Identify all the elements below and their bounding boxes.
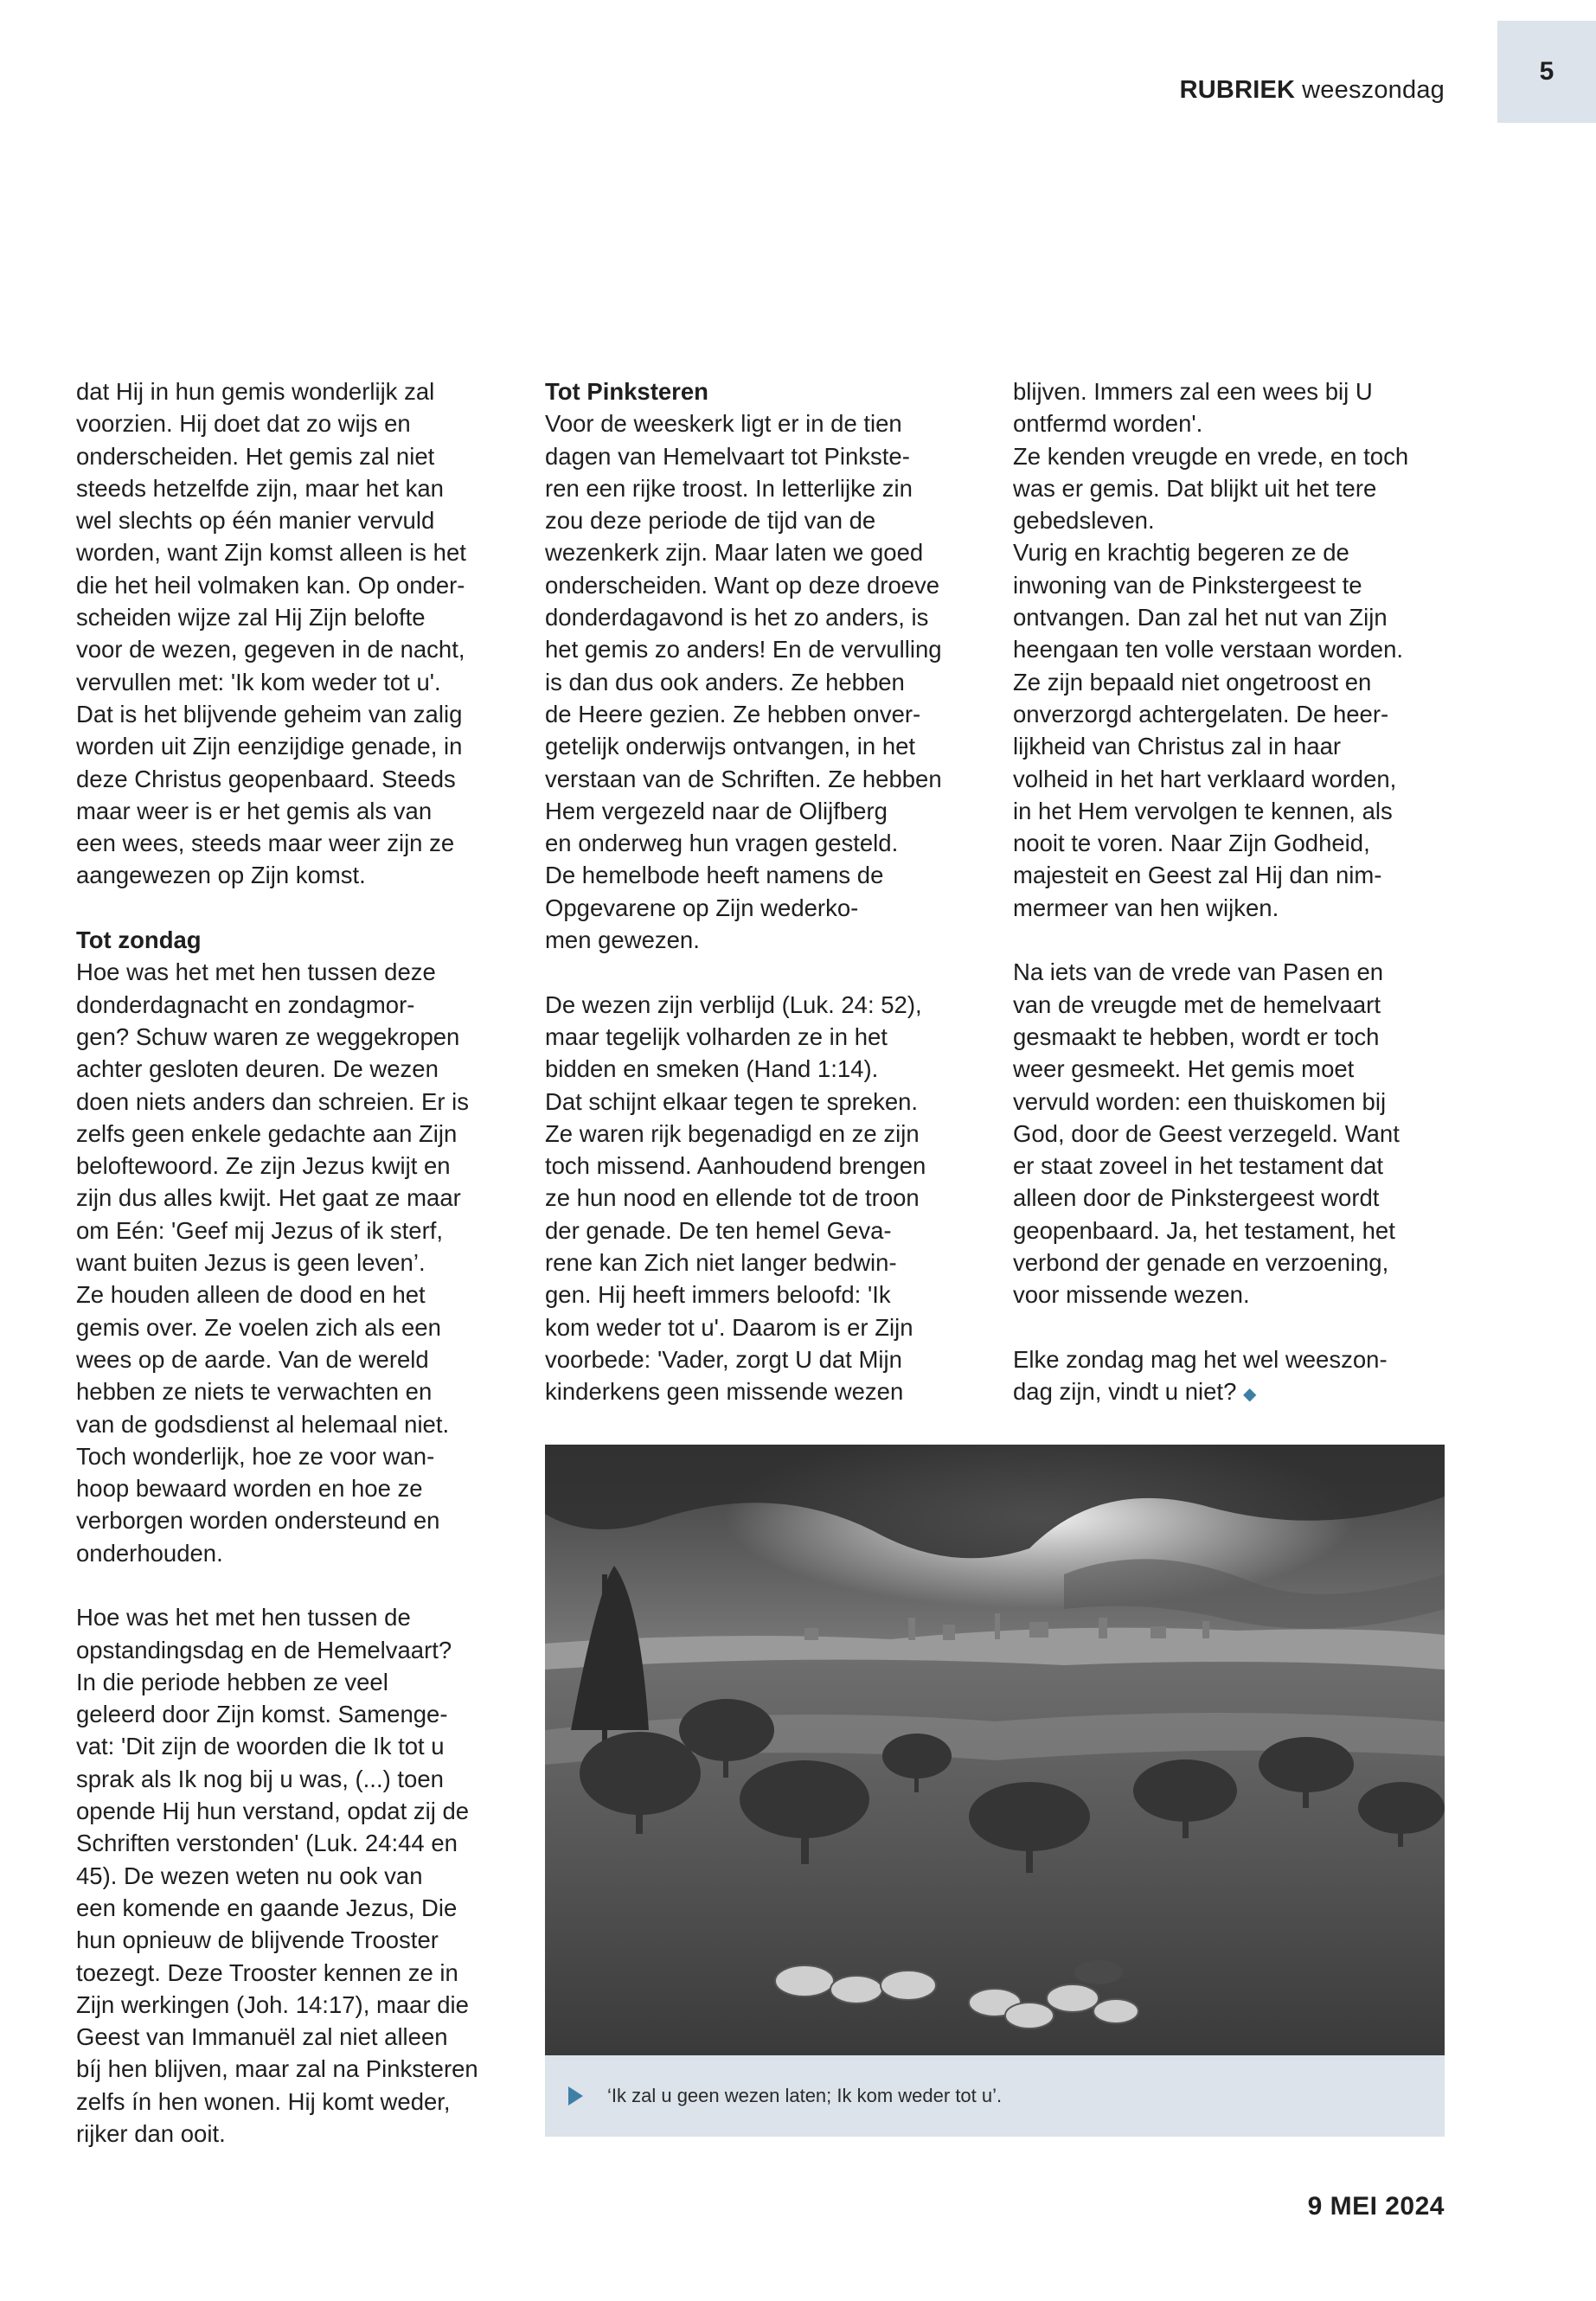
paragraph <box>76 956 522 1569</box>
text-line: die het heil volmaken kan. Op onder- <box>76 571 465 599</box>
text-line: 45). De wezen weten nu ook van <box>76 1862 423 1889</box>
text-line: lijkheid van Christus zal in haar <box>1013 733 1342 760</box>
text-line: deze Christus geopenbaard. Steeds <box>76 765 456 792</box>
paragraph <box>545 989 999 1408</box>
text-line: onderscheiden. Want op deze droeve <box>545 571 940 599</box>
article-photo <box>545 1445 1445 2055</box>
text-line: zelfs ín hen wonen. Hij komt weder, <box>76 2087 451 2115</box>
text-line: blijven. Immers zal een wees bij U <box>1013 378 1373 405</box>
text-line: steeds hetzelfde zijn, maar het kan <box>76 474 444 502</box>
text-line: Hoe was het met hen tussen deze <box>76 958 436 986</box>
text-line: maar tegelijk volharden ze in het <box>545 1022 888 1050</box>
text-line: van de godsdienst al helemaal niet. <box>76 1410 450 1438</box>
text-line: mermeer van hen wijken. <box>1013 894 1279 921</box>
text-line: een wees, steeds maar weer zijn ze <box>76 830 455 857</box>
text-line: donderdagnacht en zondagmor- <box>76 990 415 1018</box>
play-arrow-icon <box>568 2086 583 2106</box>
text-line: de Heere gezien. Ze hebben onver- <box>545 700 921 727</box>
issue-date: 9 MEI 2024 <box>1307 2192 1445 2221</box>
end-diamond-icon: ◆ <box>1243 1385 1257 1405</box>
page-number: 5 <box>1539 57 1554 86</box>
text-line: Toch wonderlijk, hoe ze voor wan- <box>76 1442 435 1470</box>
text-line: opende Hij hun verstand, opdat zij de <box>76 1798 470 1825</box>
text-line: Voor de weeskerk ligt er in de tien <box>545 410 902 438</box>
text-line: ontfermd worden'. <box>1013 410 1203 438</box>
text-line: geopenbaard. Ja, het testament, het <box>1013 1216 1395 1244</box>
text-line: rene kan Zich niet langer bedwin- <box>545 1249 897 1277</box>
text-line: geleerd door Zijn komst. Samenge- <box>76 1701 448 1728</box>
text-line: verbond der genade en verzoening, <box>1013 1249 1389 1277</box>
text-line: gen? Schuw waren ze weggekropen <box>76 1022 460 1050</box>
text-line: inwoning van de Pinkstergeest te <box>1013 571 1362 599</box>
text-line: gesmaakt te hebben, wordt er toch <box>1013 1022 1380 1050</box>
text-line: Opgevarene op Zijn wederko- <box>545 894 859 921</box>
text-line: wezenkerk zijn. Maar laten we goed <box>545 539 924 567</box>
text-line: bidden en smeken (Hand 1:14). <box>545 1055 879 1083</box>
text-line: majesteit en Geest zal Hij dan nim- <box>1013 862 1382 889</box>
paragraph-closing <box>1013 1343 1445 1412</box>
text-line: bíj hen blijven, maar zal na Pinksteren <box>76 2055 478 2083</box>
text-column-1 <box>76 375 522 2150</box>
paragraph <box>1013 956 1445 1311</box>
text-line: doen niets anders dan schreien. Er is <box>76 1087 470 1115</box>
text-line: hoop bewaard worden en hoe ze <box>76 1475 423 1503</box>
text-line: is dan dus ook anders. Ze hebben <box>545 668 905 695</box>
text-line: donderdagavond is het zo anders, is <box>545 604 929 631</box>
text-line: voor missende wezen. <box>1013 1281 1250 1309</box>
text-line: aangewezen op Zijn komst. <box>76 862 366 889</box>
text-line: Ze waren rijk begenadigd en ze zijn <box>545 1119 920 1147</box>
text-line: sprak als Ik nog bij u was, (...) toen <box>76 1765 444 1792</box>
paragraph <box>545 407 999 956</box>
text-line <box>1013 1375 1445 1411</box>
text-line: worden uit Zijn eenzijdige genade, in <box>76 733 463 760</box>
text-line: in het Hem vervolgen te kennen, als <box>1013 797 1393 824</box>
subheading-tot-zondag: Tot zondag <box>76 926 202 954</box>
text-line: rijker dan ooit. <box>76 2120 226 2148</box>
text-line: alleen door de Pinkstergeest wordt <box>1013 1184 1380 1212</box>
last-line-text: dag zijn, vindt u niet? <box>1013 1378 1237 1406</box>
text-line: nooit te voren. Naar Zijn Godheid, <box>1013 830 1370 857</box>
text-line: voorzien. Hij doet dat zo wijs en <box>76 410 411 438</box>
text-line: wel slechts op één manier vervuld <box>76 507 435 535</box>
paragraph <box>76 375 522 892</box>
text-line: maar weer is er het gemis als van <box>76 797 433 824</box>
text-line: der genade. De ten hemel Geva- <box>545 1216 892 1244</box>
text-line: om Eén: 'Geef mij Jezus of ik sterf, <box>76 1216 444 1244</box>
text-column-3 <box>1013 375 1445 1412</box>
text-line: zou deze periode de tijd van de <box>545 507 876 535</box>
text-line: zelfs geen enkele gedachte aan Zijn <box>76 1119 458 1147</box>
text-line: onderhouden. <box>76 1539 223 1567</box>
text-line: God, door de Geest verzegeld. Want <box>1013 1119 1400 1147</box>
text-line: achter gesloten deuren. De wezen <box>76 1055 439 1083</box>
text-line: Geest van Immanuël zal niet alleen <box>76 2023 448 2051</box>
text-line: voorbede: 'Vader, zorgt U dat Mijn <box>545 1345 902 1373</box>
text-line: Vurig en krachtig begeren ze de <box>1013 539 1349 567</box>
text-line: ren een rijke troost. In letterlijke zin <box>545 474 913 502</box>
rubriek-label: RUBRIEK <box>1179 76 1296 104</box>
text-line: Ze houden alleen de dood en het <box>76 1281 426 1309</box>
text-line: Ze kenden vreugde en vrede, en toch <box>1013 442 1409 470</box>
text-line: voor de wezen, gegeven in de nacht, <box>76 636 465 663</box>
text-line: De wezen zijn verblijd (Luk. 24: 52), <box>545 990 922 1018</box>
text-line: Hem vergezeld naar de Olijfberg <box>545 797 888 824</box>
jerusalem-olive-grove-image <box>545 1445 1445 2055</box>
photo-caption: ‘Ik zal u geen wezen laten; Ik kom weder tot u’. <box>607 2085 1003 2106</box>
text-column-2 <box>545 375 999 1408</box>
text-line: Schriften verstonden' (Luk. 24:44 en <box>76 1830 458 1857</box>
text-line: het gemis zo anders! En de vervulling <box>545 636 942 663</box>
text-line: kom weder tot u'. Daarom is er Zijn <box>545 1313 913 1341</box>
text-line: onverzorgd achtergelaten. De heer- <box>1013 700 1389 727</box>
page-number-tab <box>1497 21 1596 123</box>
text-line: Elke zondag mag het wel weeszon- <box>1013 1345 1388 1373</box>
text-line: gen. Hij heeft immers beloofd: 'Ik <box>545 1281 891 1309</box>
text-line: worden, want Zijn komst alleen is het <box>76 539 466 567</box>
text-line: was er gemis. Dat blijkt uit het tere <box>1013 474 1377 502</box>
text-line: toezegt. Deze Trooster kennen ze in <box>76 1958 458 1986</box>
text-line: gemis over. Ze voelen zich als een <box>76 1313 441 1341</box>
text-line: zijn dus alles kwijt. Het gaat ze maar <box>76 1184 461 1212</box>
text-line: men gewezen. <box>545 926 700 954</box>
text-line: Dat is het blijvende geheim van zalig <box>76 700 463 727</box>
text-line: scheiden wijze zal Hij Zijn belofte <box>76 604 426 631</box>
text-line: volheid in het hart verklaard worden, <box>1013 765 1397 792</box>
text-line: dagen van Hemelvaart tot Pinkste- <box>545 442 910 470</box>
text-line: Na iets van de vrede van Pasen en <box>1013 958 1384 986</box>
photo-caption-bar <box>545 2055 1445 2137</box>
section-header <box>1180 76 1445 105</box>
text-line: want buiten Jezus is geen leven’. <box>76 1249 426 1277</box>
text-line: van de vreugde met de hemelvaart <box>1013 990 1381 1018</box>
subheading-tot-pinksteren: Tot Pinksteren <box>545 378 708 405</box>
text-line: De hemelbode heeft namens de <box>545 862 884 889</box>
paragraph <box>1013 375 1445 924</box>
text-line: heengaan ten volle verstaan worden. <box>1013 636 1404 663</box>
text-line: Zijn werkingen (Joh. 14:17), maar die <box>76 1990 469 2018</box>
text-line: er staat zoveel in het testament dat <box>1013 1152 1384 1180</box>
text-line: onderscheiden. Het gemis zal niet <box>76 442 435 470</box>
rubriek-name: weeszondag <box>1302 76 1445 104</box>
text-line: gebedsleven. <box>1013 507 1155 535</box>
text-line: wees op de aarde. Van de wereld <box>76 1345 429 1373</box>
text-line: Hoe was het met hen tussen de <box>76 1604 411 1631</box>
text-line: In die periode hebben ze veel <box>76 1668 388 1695</box>
text-line: opstandingsdag en de Hemelvaart? <box>76 1636 452 1663</box>
text-line: toch missend. Aanhoudend brengen <box>545 1152 926 1180</box>
text-line: een komende en gaande Jezus, Die <box>76 1894 458 1921</box>
text-line: getelijk onderwijs ontvangen, in het <box>545 733 916 760</box>
text-line: vervullen met: 'Ik kom weder tot u'. <box>76 668 441 695</box>
text-line: vat: 'Dit zijn de woorden die Ik tot u <box>76 1733 445 1760</box>
text-line: kinderkens geen missende wezen <box>545 1378 904 1406</box>
text-line: dat Hij in hun gemis wonderlijk zal <box>76 378 435 405</box>
text-line: ze hun nood en ellende tot de troon <box>545 1184 920 1212</box>
text-line: verborgen worden ondersteund en <box>76 1507 440 1535</box>
text-line: verstaan van de Schriften. Ze hebben <box>545 765 942 792</box>
text-line: weer gesmeekt. Het gemis moet <box>1013 1055 1355 1083</box>
paragraph <box>76 1601 522 2150</box>
text-line: vervuld worden: een thuiskomen bij <box>1013 1087 1387 1115</box>
text-line: en onderweg hun vragen gesteld. <box>545 830 899 857</box>
text-line: hebben ze niets te verwachten en <box>76 1378 433 1406</box>
text-line: beloftewoord. Ze zijn Jezus kwijt en <box>76 1152 451 1180</box>
text-line: hun opnieuw de blijvende Trooster <box>76 1926 439 1954</box>
text-line: Dat schijnt elkaar tegen te spreken. <box>545 1087 919 1115</box>
text-line: Ze zijn bepaald niet ongetroost en <box>1013 668 1372 695</box>
text-line: ontvangen. Dan zal het nut van Zijn <box>1013 604 1388 631</box>
